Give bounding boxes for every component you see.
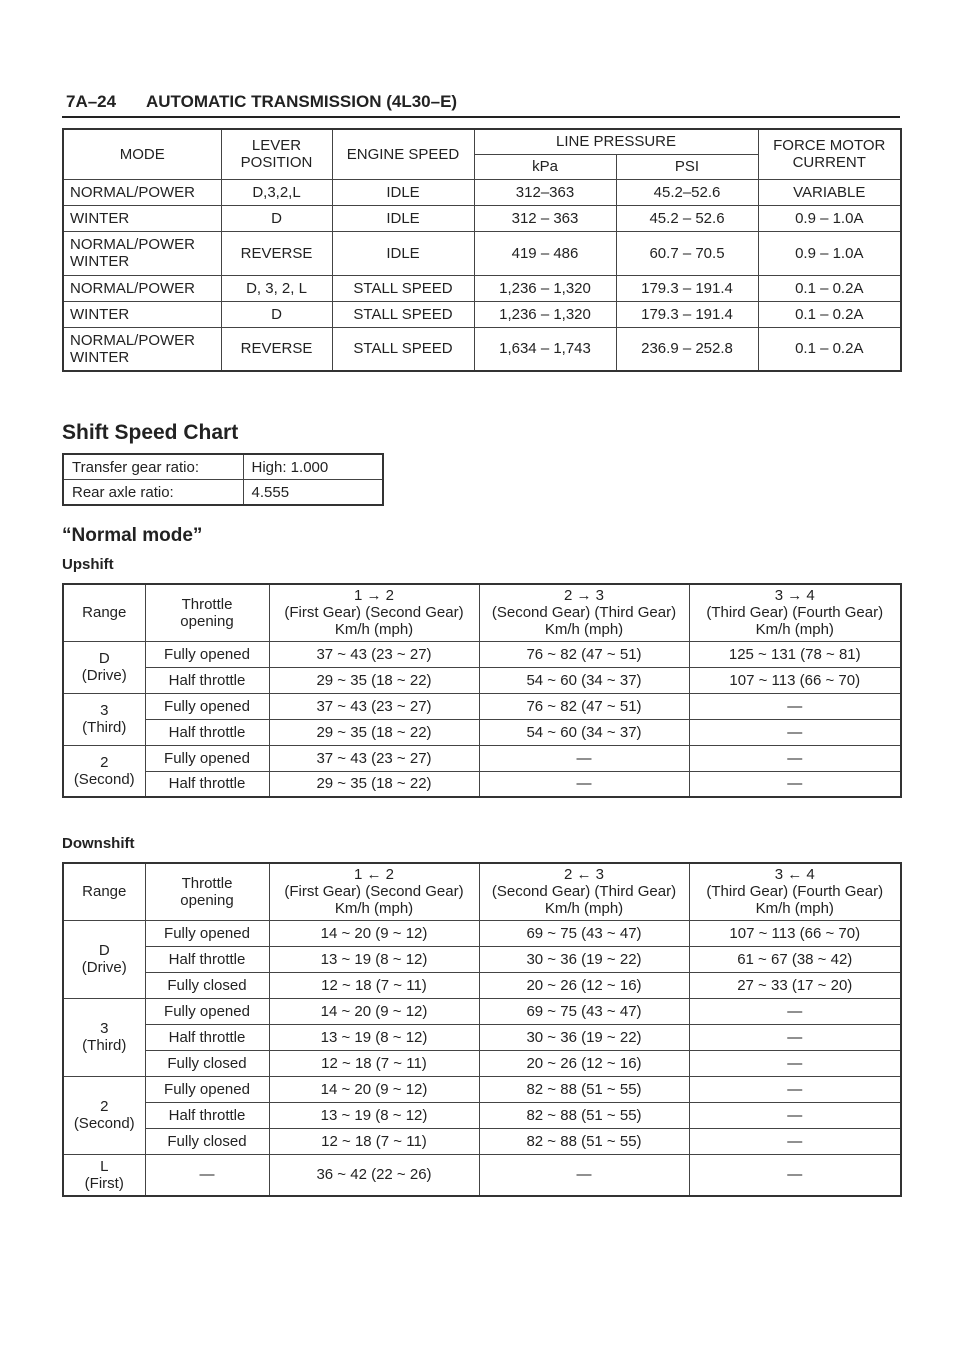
throttle-cell: Half throttle — [145, 719, 269, 745]
engine-speed-cell: IDLE — [332, 205, 474, 231]
page-number: 7A–24 — [66, 92, 117, 111]
shift-row — [63, 745, 901, 771]
shift-row — [63, 946, 901, 972]
gear-3-4-cell: — — [689, 745, 901, 771]
ratio-label: Transfer gear ratio: — [63, 454, 243, 480]
lever-position-cell: D — [221, 205, 332, 231]
ratio-value: High: 1.000 — [243, 454, 383, 480]
kpa-cell: 1,236 – 1,320 — [474, 301, 616, 327]
lever-position-cell: D, 3, 2, L — [221, 275, 332, 301]
force-motor-cell: 0.9 – 1.0A — [758, 205, 901, 231]
gear-3-4-cell: 107 ~ 113 (66 ~ 70) — [689, 667, 901, 693]
gear-2-3-cell: 54 ~ 60 (34 ~ 37) — [479, 719, 689, 745]
ratio-value: 4.555 — [243, 480, 383, 506]
throttle-cell: Fully closed — [145, 1128, 269, 1154]
col-force-motor-current: FORCE MOTOR CURRENT — [758, 129, 901, 179]
shift-row — [63, 667, 901, 693]
column-header: Range — [63, 584, 145, 641]
gear-3-4-cell: — — [689, 771, 901, 797]
gear-1-2-cell: 37 ~ 43 (23 ~ 27) — [269, 641, 479, 667]
gear-2-3-cell: 76 ~ 82 (47 ~ 51) — [479, 641, 689, 667]
gear-3-4-cell: 125 ~ 131 (78 ~ 81) — [689, 641, 901, 667]
gear-3-4-cell: 27 ~ 33 (17 ~ 20) — [689, 972, 901, 998]
downshift-title: Downshift — [62, 835, 135, 852]
col-lever-position: LEVER POSITION — [221, 129, 332, 179]
engine-speed-cell: IDLE — [332, 179, 474, 205]
gear-3-4-cell: 107 ~ 113 (66 ~ 70) — [689, 920, 901, 946]
col-line-pressure: LINE PRESSURE — [474, 129, 758, 154]
upshift-table — [62, 583, 902, 798]
shift-row — [63, 972, 901, 998]
ratio-row — [63, 480, 383, 506]
range-cell: 3 (Third) — [63, 693, 145, 745]
shift-row — [63, 641, 901, 667]
lever-position-cell: D — [221, 301, 332, 327]
gear-1-2-cell: 29 ~ 35 (18 ~ 22) — [269, 667, 479, 693]
range-cell: D (Drive) — [63, 641, 145, 693]
column-header: 3 ← 4 (Third Gear) (Fourth Gear) Km/h (mph) — [689, 863, 901, 920]
gear-1-2-cell: 37 ~ 43 (23 ~ 27) — [269, 745, 479, 771]
gear-3-4-cell: — — [689, 693, 901, 719]
shift-row — [63, 1128, 901, 1154]
psi-cell: 45.2–52.6 — [616, 179, 758, 205]
throttle-cell: Fully opened — [145, 693, 269, 719]
mode-cell: NORMAL/POWER — [63, 275, 221, 301]
gear-1-2-cell: 14 ~ 20 (9 ~ 12) — [269, 920, 479, 946]
mode-cell: NORMAL/POWER WINTER — [63, 327, 221, 371]
gear-1-2-cell: 13 ~ 19 (8 ~ 12) — [269, 1024, 479, 1050]
range-cell: 2 (Second) — [63, 1076, 145, 1154]
gear-1-2-cell: 29 ~ 35 (18 ~ 22) — [269, 719, 479, 745]
pressure-row — [63, 231, 901, 275]
lever-position-cell: D,3,2,L — [221, 179, 332, 205]
gear-1-2-cell: 12 ~ 18 (7 ~ 11) — [269, 972, 479, 998]
engine-speed-cell: IDLE — [332, 231, 474, 275]
normal-mode-title: “Normal mode” — [62, 525, 203, 546]
ratio-row — [63, 454, 383, 480]
column-header: Throttle opening — [145, 863, 269, 920]
mode-cell: NORMAL/POWER WINTER — [63, 231, 221, 275]
gear-1-2-cell: 14 ~ 20 (9 ~ 12) — [269, 1076, 479, 1102]
kpa-cell: 312–363 — [474, 179, 616, 205]
ratio-label: Rear axle ratio: — [63, 480, 243, 506]
throttle-cell: Fully closed — [145, 972, 269, 998]
kpa-cell: 1,634 – 1,743 — [474, 327, 616, 371]
range-cell: L (First) — [63, 1154, 145, 1196]
gear-3-4-cell: — — [689, 1154, 901, 1196]
mode-cell: WINTER — [63, 301, 221, 327]
force-motor-cell: 0.1 – 0.2A — [758, 275, 901, 301]
gear-3-4-cell: 61 ~ 67 (38 ~ 42) — [689, 946, 901, 972]
throttle-cell: Half throttle — [145, 1024, 269, 1050]
shift-row — [63, 1154, 901, 1196]
shift-row — [63, 693, 901, 719]
pressure-row — [63, 179, 901, 205]
column-header: Range — [63, 863, 145, 920]
psi-cell: 236.9 – 252.8 — [616, 327, 758, 371]
shift-row — [63, 1024, 901, 1050]
gear-2-3-cell: 76 ~ 82 (47 ~ 51) — [479, 693, 689, 719]
line-pressure-table — [62, 128, 902, 372]
psi-cell: 60.7 – 70.5 — [616, 231, 758, 275]
header-row — [63, 863, 901, 920]
throttle-cell: Half throttle — [145, 1102, 269, 1128]
gear-1-2-cell: 12 ~ 18 (7 ~ 11) — [269, 1050, 479, 1076]
gear-2-3-cell: 82 ~ 88 (51 ~ 55) — [479, 1128, 689, 1154]
shift-row — [63, 998, 901, 1024]
col-engine-speed: ENGINE SPEED — [332, 129, 474, 179]
kpa-cell: 1,236 – 1,320 — [474, 275, 616, 301]
gear-3-4-cell: — — [689, 719, 901, 745]
engine-speed-cell: STALL SPEED — [332, 327, 474, 371]
lever-position-cell: REVERSE — [221, 327, 332, 371]
gear-3-4-cell: — — [689, 1076, 901, 1102]
gear-1-2-cell: 37 ~ 43 (23 ~ 27) — [269, 693, 479, 719]
shift-row — [63, 719, 901, 745]
gear-2-3-cell: 69 ~ 75 (43 ~ 47) — [479, 920, 689, 946]
gear-2-3-cell: 82 ~ 88 (51 ~ 55) — [479, 1102, 689, 1128]
gear-3-4-cell: — — [689, 1050, 901, 1076]
force-motor-cell: VARIABLE — [758, 179, 901, 205]
column-header: 1 → 2 (First Gear) (Second Gear) Km/h (mph) — [269, 584, 479, 641]
column-header: Throttle opening — [145, 584, 269, 641]
gear-3-4-cell: — — [689, 1128, 901, 1154]
pressure-row — [63, 301, 901, 327]
gear-2-3-cell: — — [479, 745, 689, 771]
page-title: AUTOMATIC TRANSMISSION (4L30–E) — [146, 92, 458, 111]
column-header: 2 ← 3 (Second Gear) (Third Gear) Km/h (mph) — [479, 863, 689, 920]
pressure-row — [63, 275, 901, 301]
throttle-cell: Fully closed — [145, 1050, 269, 1076]
gear-2-3-cell: — — [479, 771, 689, 797]
mode-cell: WINTER — [63, 205, 221, 231]
shift-row — [63, 1102, 901, 1128]
gear-1-2-cell: 12 ~ 18 (7 ~ 11) — [269, 1128, 479, 1154]
lever-position-cell: REVERSE — [221, 231, 332, 275]
range-cell: 3 (Third) — [63, 998, 145, 1076]
force-motor-cell: 0.1 – 0.2A — [758, 327, 901, 371]
range-cell: D (Drive) — [63, 920, 145, 998]
gear-1-2-cell: 13 ~ 19 (8 ~ 12) — [269, 1102, 479, 1128]
gear-2-3-cell: 30 ~ 36 (19 ~ 22) — [479, 1024, 689, 1050]
range-cell: 2 (Second) — [63, 745, 145, 797]
pressure-row — [63, 205, 901, 231]
throttle-cell: Half throttle — [145, 771, 269, 797]
throttle-cell: Fully opened — [145, 745, 269, 771]
upshift-title: Upshift — [62, 556, 114, 573]
psi-cell: 179.3 – 191.4 — [616, 275, 758, 301]
col-kpa: kPa — [474, 154, 616, 179]
gear-1-2-cell: 29 ~ 35 (18 ~ 22) — [269, 771, 479, 797]
gear-2-3-cell: 20 ~ 26 (12 ~ 16) — [479, 1050, 689, 1076]
kpa-cell: 312 – 363 — [474, 205, 616, 231]
page-header — [62, 88, 900, 118]
header-row — [63, 584, 901, 641]
gear-3-4-cell: — — [689, 998, 901, 1024]
engine-speed-cell: STALL SPEED — [332, 301, 474, 327]
gear-2-3-cell: 82 ~ 88 (51 ~ 55) — [479, 1076, 689, 1102]
gear-1-2-cell: 13 ~ 19 (8 ~ 12) — [269, 946, 479, 972]
throttle-cell: Fully opened — [145, 1076, 269, 1102]
shift-row — [63, 1076, 901, 1102]
column-header: 1 ← 2 (First Gear) (Second Gear) Km/h (mph) — [269, 863, 479, 920]
gear-3-4-cell: — — [689, 1102, 901, 1128]
shift-row — [63, 771, 901, 797]
column-header: 2 → 3 (Second Gear) (Third Gear) Km/h (mph) — [479, 584, 689, 641]
throttle-cell: Half throttle — [145, 667, 269, 693]
gear-1-2-cell: 36 ~ 42 (22 ~ 26) — [269, 1154, 479, 1196]
force-motor-cell: 0.9 – 1.0A — [758, 231, 901, 275]
column-header: 3 → 4 (Third Gear) (Fourth Gear) Km/h (mph) — [689, 584, 901, 641]
gear-3-4-cell: — — [689, 1024, 901, 1050]
gear-2-3-cell: 30 ~ 36 (19 ~ 22) — [479, 946, 689, 972]
gear-1-2-cell: 14 ~ 20 (9 ~ 12) — [269, 998, 479, 1024]
gear-2-3-cell: 20 ~ 26 (12 ~ 16) — [479, 972, 689, 998]
gear-2-3-cell: 69 ~ 75 (43 ~ 47) — [479, 998, 689, 1024]
engine-speed-cell: STALL SPEED — [332, 275, 474, 301]
col-psi: PSI — [616, 154, 758, 179]
force-motor-cell: 0.1 – 0.2A — [758, 301, 901, 327]
kpa-cell: 419 – 486 — [474, 231, 616, 275]
psi-cell: 179.3 – 191.4 — [616, 301, 758, 327]
throttle-cell: Half throttle — [145, 946, 269, 972]
throttle-cell: Fully opened — [145, 998, 269, 1024]
gear-2-3-cell: — — [479, 1154, 689, 1196]
shift-row — [63, 920, 901, 946]
shift-speed-chart-title: Shift Speed Chart — [62, 421, 239, 444]
throttle-cell: Fully opened — [145, 920, 269, 946]
pressure-row — [63, 327, 901, 371]
throttle-cell: Fully opened — [145, 641, 269, 667]
gear-2-3-cell: 54 ~ 60 (34 ~ 37) — [479, 667, 689, 693]
col-mode: MODE — [63, 129, 221, 179]
ratio-table — [62, 453, 384, 506]
psi-cell: 45.2 – 52.6 — [616, 205, 758, 231]
mode-cell: NORMAL/POWER — [63, 179, 221, 205]
shift-row — [63, 1050, 901, 1076]
downshift-table — [62, 862, 902, 1197]
throttle-cell: — — [145, 1154, 269, 1196]
